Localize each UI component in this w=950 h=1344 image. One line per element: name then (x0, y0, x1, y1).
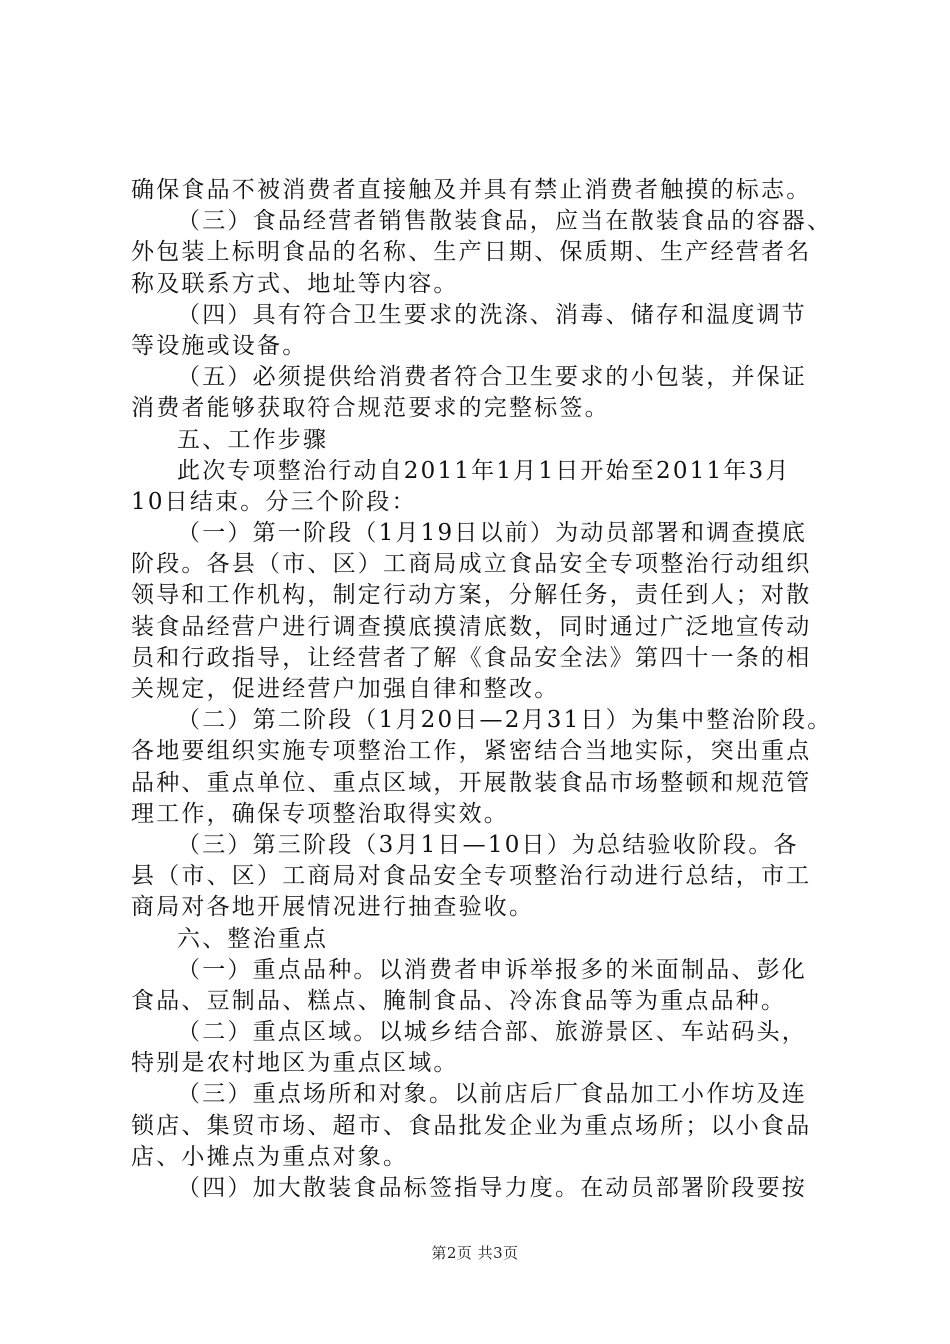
text-line: 领导和工作机构，制定行动方案，分解任务，责任到人；对散 (131, 582, 812, 609)
text-line: 县（市、区）工商局对食品安全专项整治行动进行总结，市工 (131, 863, 812, 890)
text-line: 外包装上标明食品的名称、生产日期、保质期、生产经营者名 (131, 239, 812, 266)
text-line: （三）重点场所和对象。以前店后厂食品加工小作坊及连 (177, 1081, 807, 1108)
text-line: 阶段。各县（市、区）工商局成立食品安全专项整治行动组织 (131, 551, 812, 578)
text-line: 关规定，促进经营户加强自律和整改。 (131, 676, 560, 702)
text-line: 商局对各地开展情况进行抽查验收。 (131, 894, 535, 921)
text-line: 理工作，确保专项整治取得实效。 (131, 800, 509, 827)
text-line: 特别是农村地区为重点区域。 (131, 1050, 459, 1077)
text-line: （五）必须提供给消费者符合卫生要求的小包装，并保证 (177, 364, 807, 391)
text-line: 品种、重点单位、重点区域，开展散装食品市场整顿和规范管 (131, 769, 812, 796)
text-line: 锁店、集贸市场、超市、食品批发企业为重点场所；以小食品 (131, 1112, 812, 1139)
text-line: （二）重点区域。以城乡结合部、旅游景区、车站码头， (177, 1019, 807, 1046)
text-line: 消费者能够获取符合规范要求的完整标签。 (131, 395, 610, 422)
text-line: （一）第一阶段（1月19日以前）为动员部署和调查摸底 (177, 520, 808, 547)
text-line: （三）第三阶段（3月1日—10日）为总结验收阶段。各 (177, 831, 799, 858)
page-footer: 第2页 共3页 (431, 1244, 519, 1262)
text-line: （一）重点品种。以消费者申诉举报多的米面制品、彭化 (177, 956, 807, 983)
text-line: （三）食品经营者销售散装食品，应当在散装食品的容器、 (177, 208, 833, 235)
text-line: 食品、豆制品、糕点、腌制食品、冷冻食品等为重点品种。 (131, 987, 787, 1014)
text-line: 确保食品不被消费者直接触及并具有禁止消费者触摸的标志。 (131, 177, 812, 203)
document-body (131, 175, 836, 1204)
text-line: 此次专项整治行动自2011年1月1日开始至2011年3月 (177, 457, 791, 484)
text-line: 员和行政指导，让经营者了解《食品安全法》第四十一条的相 (131, 644, 812, 671)
text-line: 称及联系方式、地址等内容。 (131, 270, 459, 297)
text-line: 等设施或设备。 (131, 332, 308, 359)
text-line: 六、整治重点 (177, 925, 329, 952)
text-line: 五、工作步骤 (177, 426, 329, 453)
text-line: （二）第二阶段（1月20日—2月31日）为集中整治阶段。 (177, 707, 833, 734)
text-line: 各地要组织实施专项整治工作，紧密结合当地实际，突出重点 (131, 738, 812, 765)
text-line: 10日结束。分三个阶段： (131, 488, 417, 515)
text-line: （四）具有符合卫生要求的洗涤、消毒、储存和温度调节 (177, 301, 807, 328)
text-line: 装食品经营户进行调查摸底摸清底数，同时通过广泛地宣传动 (131, 613, 812, 640)
text-line: （四）加大散装食品标签指导力度。在动员部署阶段要按 (177, 1175, 807, 1201)
text-line: 店、小摊点为重点对象。 (131, 1143, 409, 1170)
